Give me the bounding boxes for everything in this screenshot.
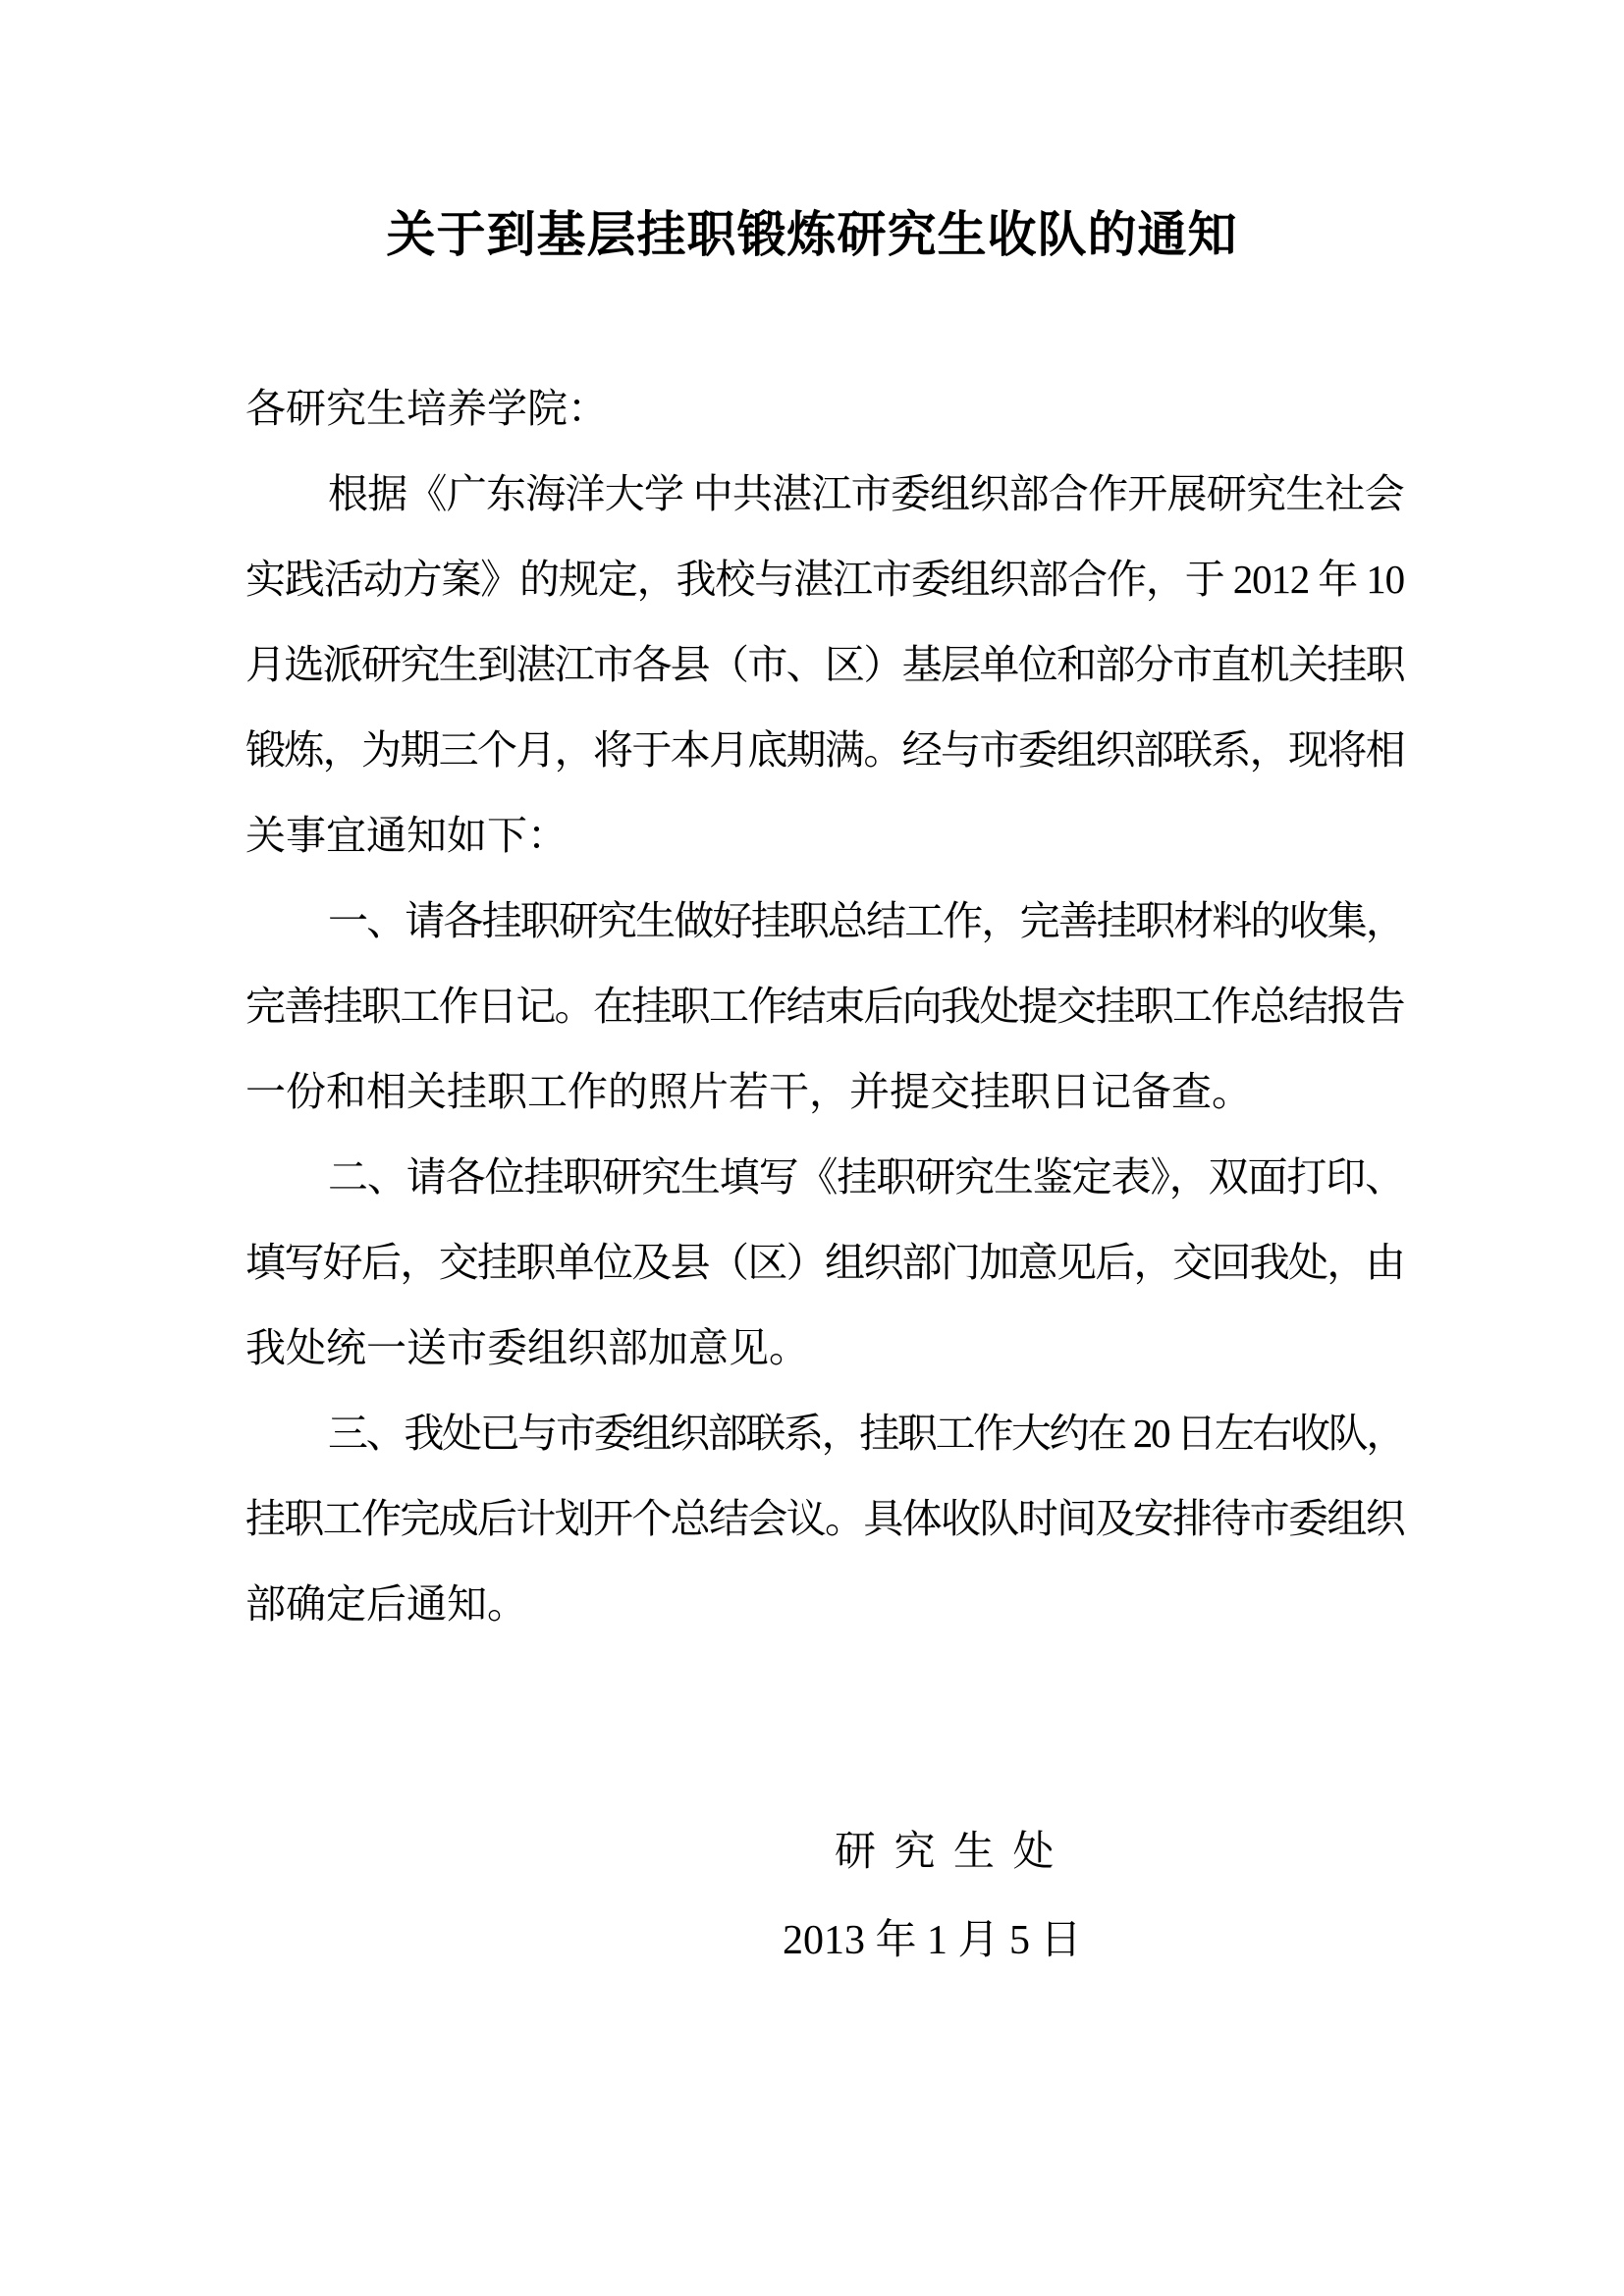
body-line-text: 月选派研究生到湛江市各县（市、区）基层单位和部分市直机关挂职 [245,642,1404,687]
body-line [245,964,1404,1049]
body-line-text: 锻炼，为期三个月，将于本月底期满。经与市委组织部联系，现将相 [245,727,1404,773]
body-line-text: 挂职工作完成后计划开个总结会议。具体收队时间及安排待市委组织 [245,1496,1404,1541]
body-line-item-2 [245,1135,1404,1220]
body-line [245,1220,1404,1306]
body-line-text: 我处统一送市委组织部加意见。 [245,1325,809,1370]
body-line-text: 关事宜通知如下： [245,813,568,858]
body-line-text: 一份和相关挂职工作的照片若干，并提交挂职日记备查。 [245,1069,1252,1114]
body-line [245,793,1404,879]
body-line-text: 各研究生培养学院： [245,386,608,431]
body-line-text: 根据《广东海洋大学 中共湛江市委组织部合作开展研究生社会 [328,471,1404,516]
body-line [245,537,1404,622]
body-line-salutation [245,366,1404,452]
body-line-text: 二、请各位挂职研究生填写《挂职研究生鉴定表》，双面打印、 [328,1154,1404,1200]
document-title: 关于到基层挂职锻炼研究生收队的通知 [386,207,1238,262]
body-line [245,622,1404,708]
body-line-text: 部确定后通知。 [245,1581,527,1627]
body-line-text: 实践活动方案》的规定，我校与湛江市委组织部合作，于 2012 年 10 [245,557,1404,602]
body-line-text: 完善挂职工作日记。在挂职工作结束后向我处提交挂职工作总结报告 [245,984,1404,1029]
body-line [245,452,1404,537]
body-line-text: 一、请各挂职研究生做好挂职总结工作，完善挂职材料的收集， [328,898,1404,943]
body-line [245,1562,1404,1647]
body-line [245,1049,1404,1135]
body-line-text: 三、我处已与市委组织部联系，挂职工作大约在 20 日左右收队， [328,1411,1404,1456]
body-line-item-3 [245,1391,1404,1476]
body-line-item-1 [245,879,1404,964]
signature-date: 2013 年 1 月 5 日 [783,1918,1082,1963]
body-line [245,708,1404,793]
body-line [245,1476,1404,1562]
body-line-text: 填写好后，交挂职单位及县（区）组织部门加意见后，交回我处，由 [245,1240,1404,1285]
signature-department: 研 究 生 处 [835,1830,1058,1875]
document-body [245,366,1404,1647]
body-line [245,1306,1404,1391]
